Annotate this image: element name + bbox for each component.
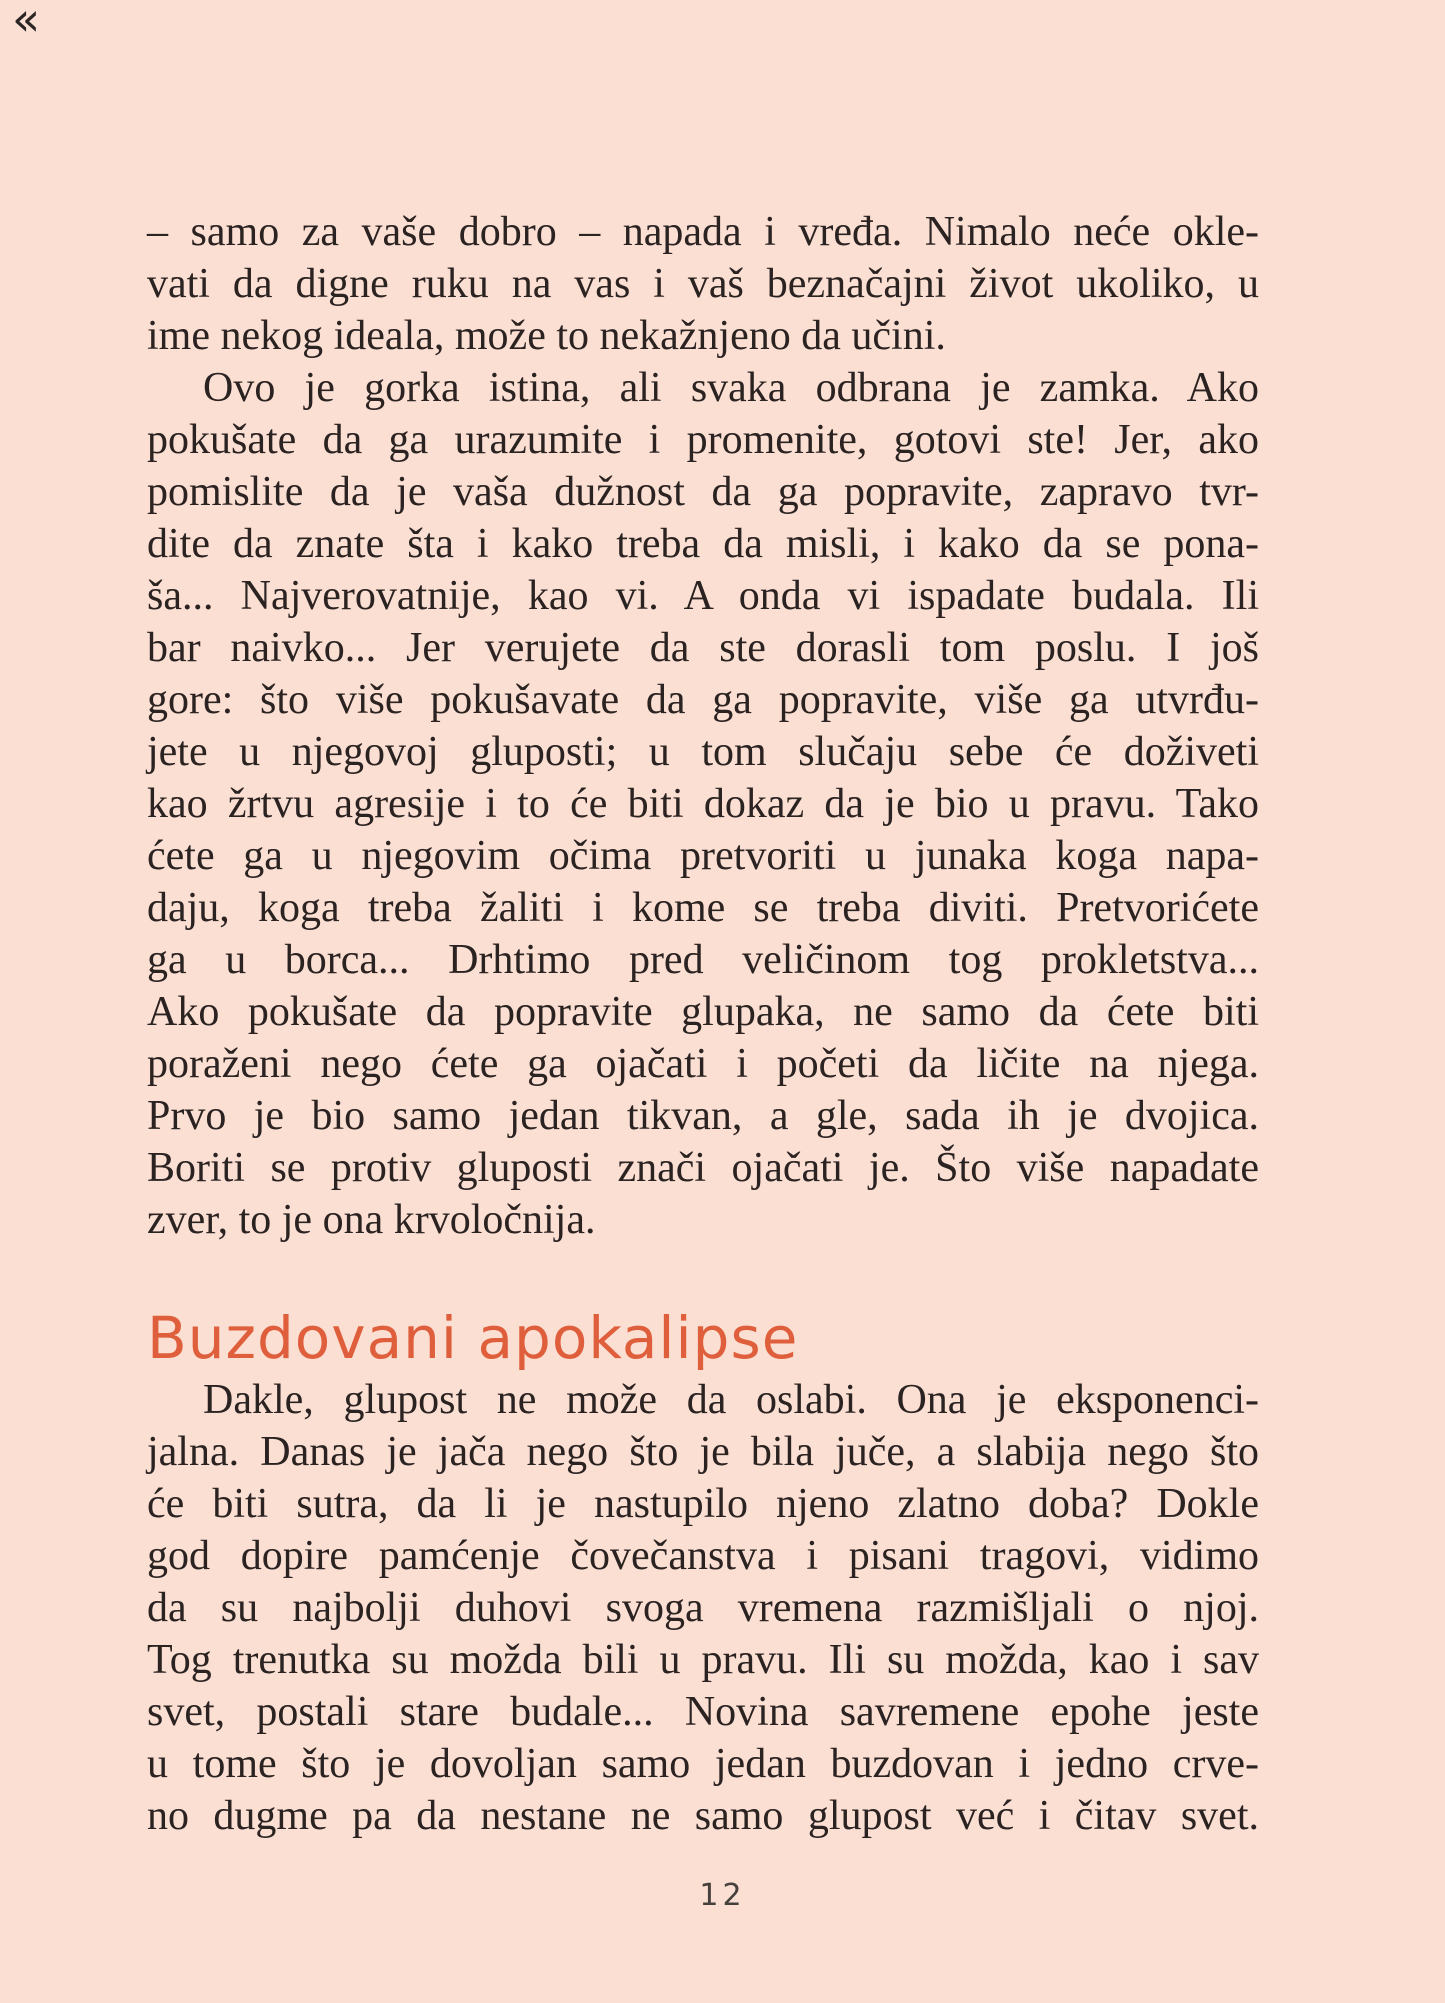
text-line: Ovo je gorka istina, ali svaka odbrana je zamka. Ako: [203, 365, 1259, 411]
text-line: u tome što je dovoljan samo jedan buzdovan i jedno crve-: [147, 1741, 1259, 1787]
text-line: da su najbolji duhovi svoga vremena razmišljali o njoj.: [147, 1585, 1259, 1631]
text-line: gore: što više pokušavate da ga popravite, više ga utvrđu-: [147, 677, 1259, 723]
text-line: jete u njegovoj gluposti; u tom slučaju sebe će doživeti: [147, 729, 1259, 775]
text-line: zver, to je ona krvoločnija.: [147, 1197, 596, 1243]
paragraph: [147, 362, 1259, 1246]
text-line: kao žrtvu agresije i to će biti dokaz da je bio u pravu. Tako: [147, 781, 1259, 827]
page-number: 12: [699, 1878, 746, 1913]
text-line: Tog trenutka su možda bili u pravu. Ili su možda, kao i sav: [147, 1637, 1259, 1683]
text-line: dite da znate šta i kako treba da misli, i kako da se pona-: [147, 521, 1259, 567]
paragraph: [147, 1374, 1259, 1842]
text-line: Dakle, glupost ne može da oslabi. Ona je eksponenci-: [203, 1377, 1259, 1423]
text-line: ime nekog ideala, može to nekažnjeno da učini.: [147, 313, 946, 359]
text-line: Ako pokušate da popravite glupaka, ne samo da ćete biti: [147, 989, 1259, 1035]
text-line: – samo za vaše dobro – napada i vređa. Nimalo neće okle-: [147, 209, 1259, 255]
paragraph: [147, 206, 1259, 362]
text-line: ga u borca... Drhtimo pred veličinom tog prokletstva...: [147, 937, 1259, 983]
text-line: jalna. Danas je jača nego što je bila juče, a slabija nego što: [147, 1429, 1259, 1475]
text-line: ša... Najverovatnije, kao vi. A onda vi ispadate budala. Ili: [147, 573, 1259, 619]
text-line: god dopire pamćenje čovečanstva i pisani tragovi, vidimo: [147, 1533, 1259, 1579]
text-line: ćete ga u njegovim očima pretvoriti u junaka koga napa-: [147, 833, 1259, 879]
page-content: [147, 206, 1259, 1842]
text-line: poraženi nego ćete ga ojačati i početi da ličite na njega.: [147, 1041, 1259, 1087]
back-button[interactable]: «: [12, 0, 41, 46]
text-line: pokušate da ga urazumite i promenite, gotovi ste! Jer, ako: [147, 417, 1259, 463]
text-line: pomislite da je vaša dužnost da ga popravite, zapravo tvr-: [147, 469, 1259, 515]
text-line: svet, postali stare budale... Novina savremene epohe jeste: [147, 1689, 1259, 1735]
text-line: daju, koga treba žaliti i kome se treba diviti. Pretvorićete: [147, 885, 1259, 931]
text-line: Boriti se protiv gluposti znači ojačati je. Što više napadate: [147, 1145, 1259, 1191]
text-line: vati da digne ruku na vas i vaš beznačajni život ukoliko, u: [147, 261, 1259, 307]
text-line: Prvo je bio samo jedan tikvan, a gle, sada ih je dvojica.: [147, 1093, 1259, 1139]
text-line: no dugme pa da nestane ne samo glupost već i čitav svet.: [147, 1793, 1259, 1839]
text-line: bar naivko... Jer verujete da ste dorasli tom poslu. I još: [147, 625, 1259, 671]
text-line: će biti sutra, da li je nastupilo njeno zlatno doba? Dokle: [147, 1481, 1259, 1527]
section-heading: Buzdovani apokalipse: [147, 1304, 799, 1372]
